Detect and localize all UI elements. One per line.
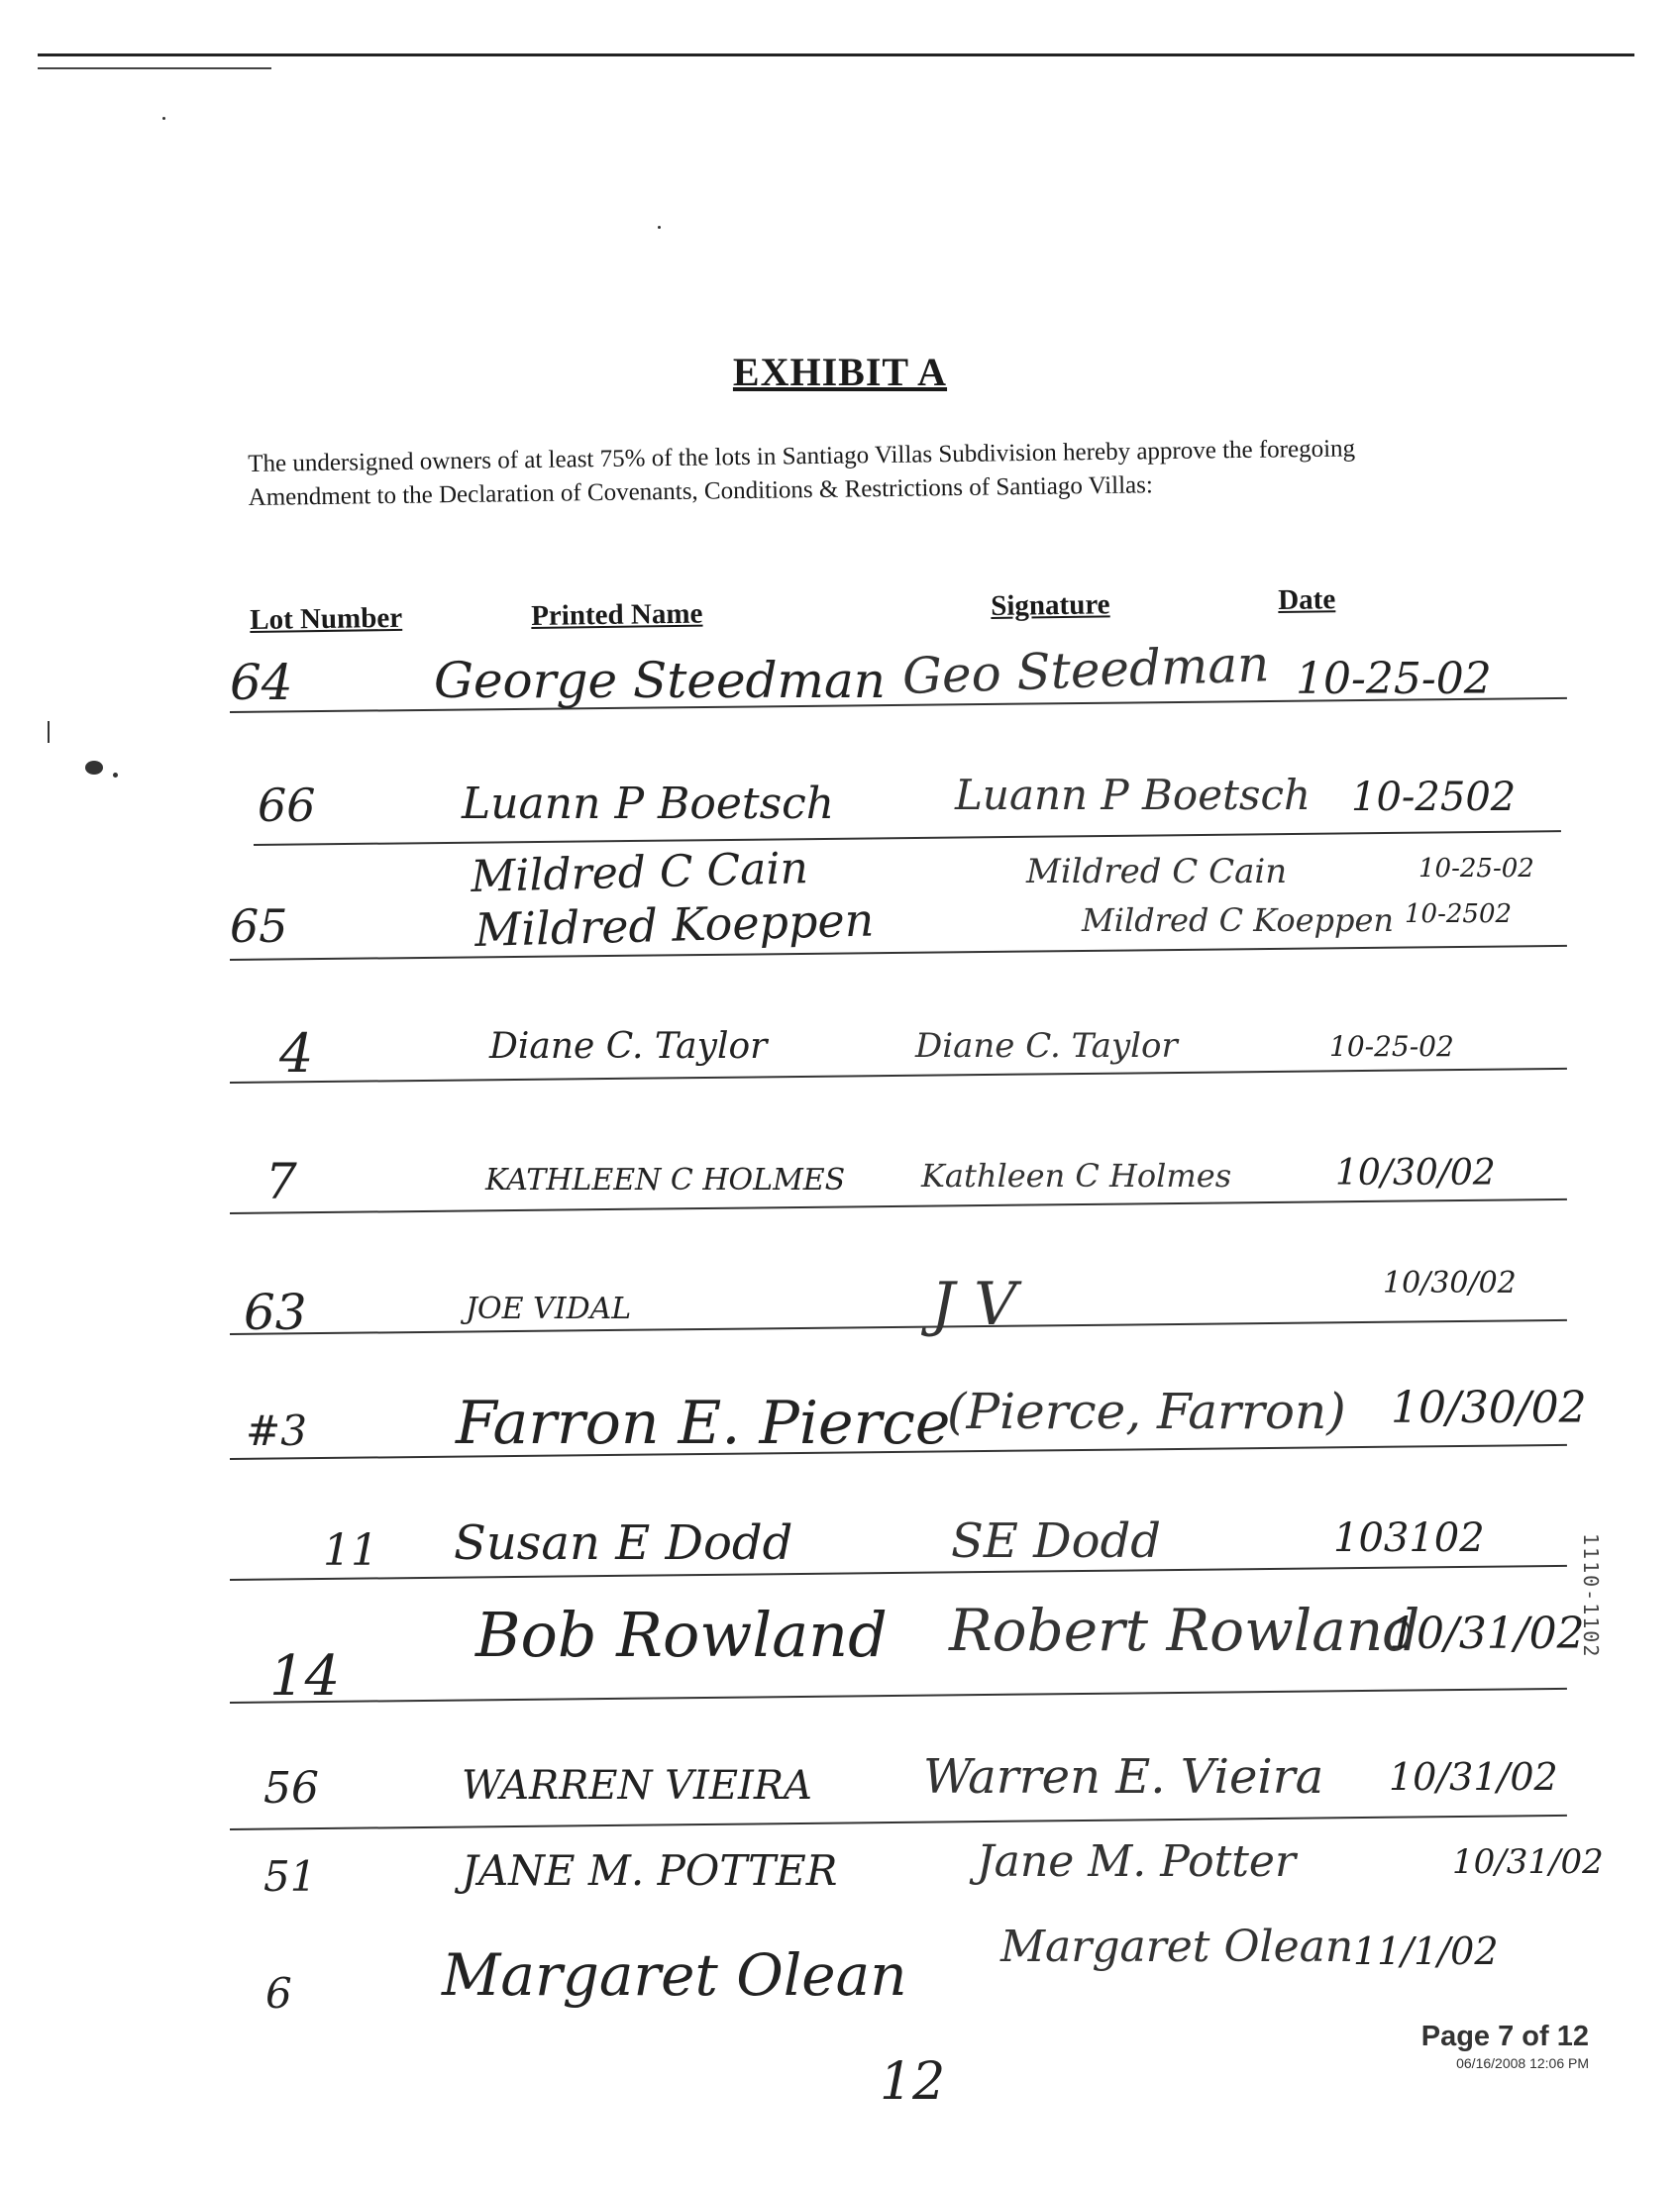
signature: Luann P Boetsch [955, 771, 1312, 819]
lot-number: 6 [265, 1969, 292, 2018]
top-rule [38, 53, 1634, 56]
row-line [230, 1815, 1567, 1830]
scan-speck [85, 761, 103, 775]
lot-number: 51 [263, 1852, 317, 1901]
row-line [230, 1565, 1567, 1581]
printed-name: WARREN VIEIRA [462, 1763, 812, 1809]
lot-number: 65 [230, 899, 288, 953]
scan-speck [658, 226, 661, 229]
date: 10/30/02 [1335, 1153, 1496, 1194]
header-printed-name: Printed Name [531, 597, 703, 632]
row-line [230, 1319, 1567, 1335]
printed-name: Bob Rowland [475, 1599, 888, 1671]
printed-name: JANE M. POTTER [462, 1846, 838, 1895]
scan-speck [162, 117, 165, 120]
header-lot-number: Lot Number [250, 601, 403, 636]
date: 10-25-02 [1329, 1030, 1454, 1063]
lot-number: 64 [230, 654, 293, 711]
lot-number: 56 [263, 1763, 319, 1814]
lot-number: 7 [265, 1153, 297, 1210]
signature: Robert Rowland [949, 1597, 1420, 1664]
page-number-block [1421, 2021, 1589, 2071]
printed-name: Diane C. Taylor [489, 1026, 768, 1067]
date: 11/1/02 [1353, 1929, 1499, 1973]
printed-name: Mildred Koeppen [473, 892, 875, 957]
date: 10/30/02 [1391, 1383, 1587, 1433]
printed-name: Susan E Dodd [454, 1515, 793, 1571]
printed-name: KATHLEEN C HOLMES [485, 1163, 846, 1198]
printed-name: Mildred C Cain [470, 843, 809, 902]
printed-name: George Steedman [434, 652, 886, 709]
printed-name: Luann P Boetsch [462, 779, 835, 829]
printed-name: Margaret Olean [442, 1941, 907, 2009]
intro-paragraph: The undersigned owners of at least 75% of the lots in Santiago Villas Subdivision hereby approve the foregoing Amendment to the Declaration of Covenants, Conditions & Restrictions of Santiago Villas: [248, 435, 1356, 511]
row-line [230, 1198, 1567, 1214]
footer-handwritten-mark: 12 [880, 2052, 946, 2112]
signature: Geo Steedman [900, 635, 1271, 705]
scan-speck [113, 773, 118, 778]
lot-number: 63 [244, 1284, 307, 1341]
exhibit-title: EXHIBIT A [732, 350, 948, 394]
date: 10/31/02 [1452, 1842, 1604, 1882]
margin-stamp: 1110-1102 [1579, 1533, 1603, 1659]
signature: Jane M. Potter [977, 1836, 1297, 1887]
header-date: Date [1278, 583, 1336, 616]
printed-name: JOE VIDAL [466, 1292, 632, 1326]
lot-number: #3 [246, 1406, 307, 1455]
date: 10/30/02 [1383, 1266, 1517, 1301]
signature: Mildred C Cain [1026, 852, 1288, 891]
signature: SE Dodd [951, 1513, 1162, 1569]
row-line [254, 830, 1561, 846]
signature: J V [931, 1270, 1017, 1339]
date: 10-25-02 [1296, 654, 1492, 704]
page-label: Page 7 of 12 [1420, 2021, 1589, 2052]
date: 103102 [1333, 1515, 1485, 1561]
lot-number: 66 [258, 779, 316, 832]
signature: Diane C. Taylor [915, 1026, 1178, 1066]
signature: Kathleen C Holmes [921, 1157, 1232, 1195]
date: 10/31/02 [1389, 1609, 1585, 1659]
date: 10-2502 [1405, 899, 1513, 929]
lot-number: 4 [279, 1022, 314, 1085]
date: 10-2502 [1351, 775, 1517, 820]
signature: (Pierce, Farron) [947, 1383, 1346, 1440]
signature: Mildred C Koeppen [1082, 901, 1395, 939]
printed-name: Farron E. Pierce [456, 1389, 951, 1458]
date: 10-25-02 [1418, 854, 1534, 884]
lot-number: 11 [323, 1525, 378, 1576]
signature: Margaret Olean [1000, 1922, 1354, 1972]
row-line [230, 1068, 1567, 1084]
top-rule-short [38, 67, 271, 69]
lot-number: 14 [269, 1644, 341, 1709]
signature: Warren E. Vieira [923, 1749, 1324, 1805]
print-timestamp: 06/16/2008 12:06 PM [1456, 2055, 1589, 2071]
scan-speck [48, 721, 50, 743]
date: 10/31/02 [1389, 1755, 1558, 1799]
header-signature: Signature [991, 588, 1110, 622]
row-line [230, 945, 1567, 961]
row-line [230, 1688, 1567, 1704]
